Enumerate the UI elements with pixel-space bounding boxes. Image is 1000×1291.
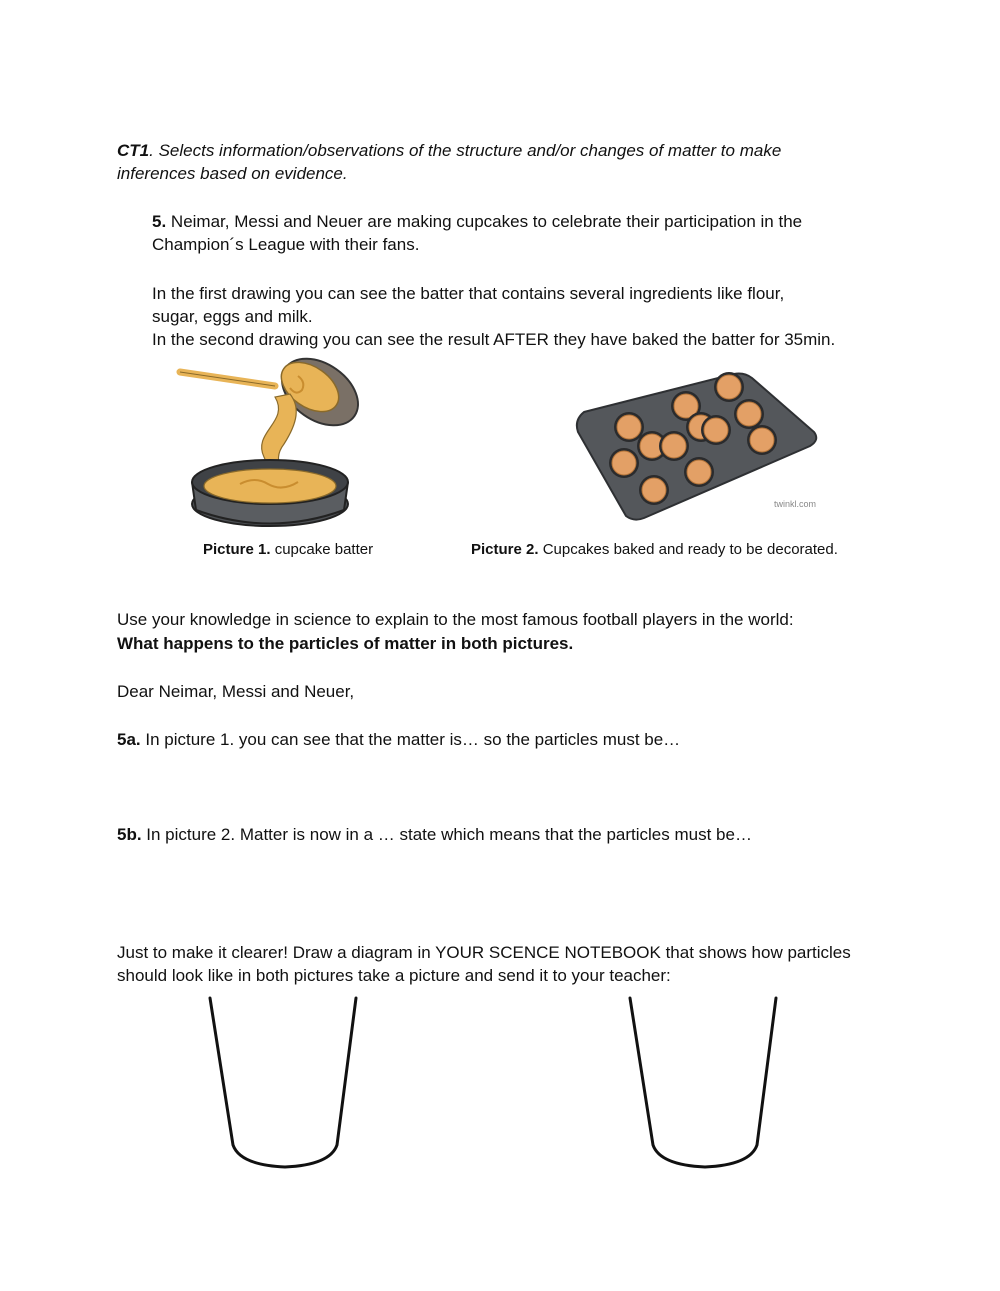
criterion-line-2: inferences based on evidence. xyxy=(117,164,348,183)
picture1-caption xyxy=(203,541,373,558)
drawing1-line-2: sugar, eggs and milk. xyxy=(152,307,313,326)
question-5a xyxy=(117,728,680,751)
criterion-code: CT1 xyxy=(117,141,150,160)
cupcake xyxy=(612,451,636,475)
beaker-outline-left xyxy=(205,995,365,1175)
criterion-line-1 xyxy=(117,139,781,162)
cupcake xyxy=(704,418,728,442)
question-intro-line-2: Champion´s League with their fans. xyxy=(152,235,420,254)
picture1-caption-text: cupcake batter xyxy=(270,541,374,558)
question-5b-text: In picture 2. Matter is now in a … state which means that the particles must be… xyxy=(141,825,752,844)
question-intro-text: Neimar, Messi and Neuer are making cupcakes to celebrate their participation in the xyxy=(166,212,803,231)
cupcake xyxy=(687,460,711,484)
diagram-instruction-line-1: Just to make it clearer! Draw a diagram in YOUR SCENCE NOTEBOOK that shows how particles xyxy=(117,943,851,962)
picture2-caption xyxy=(471,541,838,558)
task-line-2 xyxy=(117,632,573,655)
cupcake xyxy=(642,478,666,502)
question-5a-text: In picture 1. you can see that the matter is… so the particles must be… xyxy=(140,730,681,749)
batter-illustration xyxy=(180,352,370,532)
cupcake xyxy=(737,402,761,426)
cupcake xyxy=(750,428,774,452)
cupcake xyxy=(617,415,641,439)
greeting: Dear Neimar, Messi and Neuer, xyxy=(117,682,355,701)
picture2-caption-text: Cupcakes baked and ready to be decorated. xyxy=(538,541,838,558)
cupcake xyxy=(717,375,741,399)
diagram-instruction-line-2: should look like in both pictures take a picture and send it to your teacher: xyxy=(117,966,671,985)
picture1-label: Picture 1. xyxy=(203,541,271,558)
drawing2-line: In the second drawing you can see the result AFTER they have baked the batter for 35min. xyxy=(152,330,836,349)
question-5b xyxy=(117,823,752,846)
task-question-bold: What happens to the particles of matter in both pictures. xyxy=(117,634,574,653)
question-5b-label: 5b. xyxy=(117,825,142,844)
twinkl-watermark: twinkl.com xyxy=(774,499,817,509)
question-intro-line-1 xyxy=(152,210,802,233)
cupcake xyxy=(662,434,686,458)
criterion-text: . Selects information/observations of the structure and/or changes of matter to make xyxy=(149,141,782,160)
question-5a-label: 5a. xyxy=(117,730,141,749)
task-line-1: Use your knowledge in science to explain to the most famous football players in the world: xyxy=(117,610,794,629)
cupcake-tray-illustration xyxy=(574,372,819,522)
drawing1-line-1: In the first drawing you can see the batter that contains several ingredients like flour, xyxy=(152,284,785,303)
beaker-outline-right xyxy=(625,995,785,1175)
picture2-label: Picture 2. xyxy=(471,541,539,558)
question-number: 5. xyxy=(152,212,167,231)
